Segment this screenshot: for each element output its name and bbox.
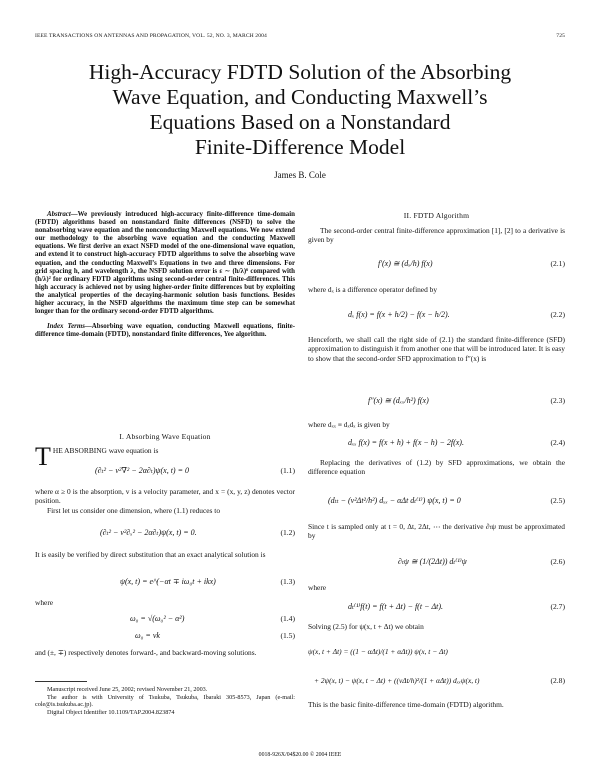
- section-2-para-4: where dₓₓ ≡ dₓdₓ is given by: [308, 420, 390, 429]
- section-2-para-2: where dₓ is a difference operator defined by: [308, 285, 438, 294]
- section-1-para-5: and (±, ∓) respectively denotes forward-, and backward-moving solutions.: [35, 648, 257, 657]
- equation-2-7: dₜ⁽¹⁾f(t) = f(t + Δt) − f(t − Δt). (2.7): [348, 602, 565, 611]
- section-1-intro-text: HE ABSORBING wave equation is: [52, 446, 159, 455]
- title-line-2: Wave Equation, and Conducting Maxwell’s: [112, 85, 488, 109]
- drop-cap: T: [35, 442, 51, 471]
- section-2-para-6: Since t is sampled only at t = 0, Δt, 2Δt, ⋯ the derivative ∂ₜψ must be approximated by: [308, 522, 565, 541]
- footnote-1: Manuscript received June 25, 2002; revised November 21, 2003.: [47, 686, 208, 693]
- index-terms-text: Absorbing wave equation, conducting Maxwell equations, finite-difference time-domain (FDTD), nonstandard finite differences, Yee algorithm.: [35, 323, 296, 339]
- section-2-para-1: The second-order central finite-difference approximation [1], [2] to a derivative is given by: [308, 226, 565, 245]
- section-1-para-1: where α ≥ 0 is the absorption, v is a velocity parameter, and x = (x, y, z) denotes vector position.: [35, 487, 295, 506]
- footnotes: [35, 686, 295, 716]
- running-header: [35, 33, 565, 39]
- abstract-label: Abstract—: [47, 211, 78, 218]
- section-1-para-3: It is easily be verified by direct substitution that an exact analytical solution is: [35, 550, 266, 559]
- section-1-para-4: where: [35, 598, 54, 607]
- journal-name: IEEE TRANSACTIONS ON ANTENNAS AND PROPAGATION, VOL. 52, NO. 3, MARCH 2004: [35, 33, 267, 39]
- title-line-4: Finite-Difference Model: [194, 135, 406, 159]
- section-1-para-2: First let us consider one dimension, where (1.1) reduces to: [47, 506, 221, 515]
- equation-1-4: ω₀ = √(ω₀² − α²) (1.4): [130, 614, 295, 623]
- equation-2-3: f″(x) ≅ (dₓₓ/h²) f(x) (2.3): [368, 396, 565, 405]
- author-name: James B. Cole: [274, 170, 326, 180]
- equation-2-8: ψ(x, t + Δt) = ((1 − αΔt)/(1 + αΔt)) ψ(x, t − Δt) + 2ψ(x, t) − ψ(x, t − Δt) + ((vΔt/h)²/(1 + αΔt)) dₓₓψ(x, t) (2.8): [308, 647, 565, 685]
- footnote-rule: [35, 681, 87, 682]
- section-1-heading: I. Absorbing Wave Equation: [119, 432, 211, 441]
- title-line-1: High-Accuracy FDTD Solution of the Absorbing: [88, 60, 512, 84]
- equation-1-2: (∂ₜ² − v²∂ₓ² − 2α∂ₜ)ψ(x, t) = 0. (1.2): [100, 528, 295, 537]
- section-2-para-8: Solving (2.5) for ψ(x, t + Δt) we obtain: [308, 622, 424, 631]
- equation-2-2: dₓ f(x) = f(x + h/2) − f(x − h/2). (2.2): [348, 310, 565, 319]
- equation-1-5: ω₀ = vk (1.5): [135, 631, 295, 640]
- equation-1-3: ψ(x, t) = e^(−αt ∓ iω₀t + ikx) (1.3): [120, 577, 295, 586]
- footnote-2: The author is with University of Tsukuba, Tsukuba, Ibaraki 305-8573, Japan (e-mail: cole@is.tsukuba.ac.jp).: [35, 693, 295, 709]
- equation-1-1: (∂ₜ² − v²∇² − 2α∂ₜ)ψ(x, t) = 0 (1.1): [95, 466, 295, 475]
- abstract-text: We previously introduced high-accuracy finite-difference time-domain (FDTD) algorithms based on nonstandard finite differences (NSFD) to solve the nonabsorbing wave equation and the nonconducting Maxwell equations. We now extend our methodology to the absorbing wave equation and the conducting Maxwell equations. We first derive an exact NSFD model of the one-dimensional wave equation, and extend it to construct high-accuracy FDTD algorithms to solve the absorbing wave equation, and the conducting Maxwell’s Equations in two and three dimensions. For grid spacing h, and wavelength λ, the NSFD solution error is ε ∼ (h/λ)⁶ compared with (h/λ)² for ordinary FDTD algorithms using second-order central finite-differences. This high accuracy is achieved not by using higher-order finite differences but by exploiting the analytical properties of the decaying-harmonic solution basis functions. Besides higher accuracy, in the NSFD algorithms the maximum time step can be somewhat longer than for the ordinary second-order FDTD algorithms.: [35, 211, 295, 316]
- section-2-heading: II. FDTD Algorithm: [403, 211, 470, 220]
- section-2-para-5: Replacing the derivatives of (1.2) by SFD approximations, we obtain the difference equation: [308, 458, 565, 477]
- equation-2-1: f′(x) ≅ (dₓ/h) f(x) (2.1): [378, 259, 565, 268]
- page-number: 725: [556, 33, 565, 39]
- section-2-para-3: Henceforth, we shall call the right side of (2.1) the standard finite-difference (SFD) approximation to distinguish it from another one that will be introduced later. It is easy to show that the second-order SFD approximation to f″(x) is: [308, 335, 565, 363]
- copyright-code: 0018-926X/04$20.00 © 2004 IEEE: [258, 752, 342, 758]
- section-2-para-7: where: [308, 583, 327, 592]
- title-line-3: Equations Based on a Nonstandard: [149, 110, 451, 134]
- abstract: [35, 211, 295, 339]
- footnote-3: Digital Object Identifier 10.1109/TAP.2004.823874: [47, 708, 175, 716]
- equation-2-5: (dₜₜ − (v²Δt²/h²) dₓₓ − αΔt dₜ⁽¹⁾) ψ(x, t) = 0 (2.5): [328, 496, 565, 505]
- paper-title: [40, 60, 560, 160]
- equation-2-6: ∂ₜψ ≅ (1/(2Δt)) dₜ⁽¹⁾ψ (2.6): [398, 557, 565, 566]
- section-2-para-9: This is the basic finite-difference time-domain (FDTD) algorithm.: [308, 700, 504, 709]
- index-terms-label: Index Terms—: [47, 323, 92, 331]
- equation-2-4: dₓₓ f(x) = f(x + h) + f(x − h) − 2f(x). (2.4): [348, 438, 565, 447]
